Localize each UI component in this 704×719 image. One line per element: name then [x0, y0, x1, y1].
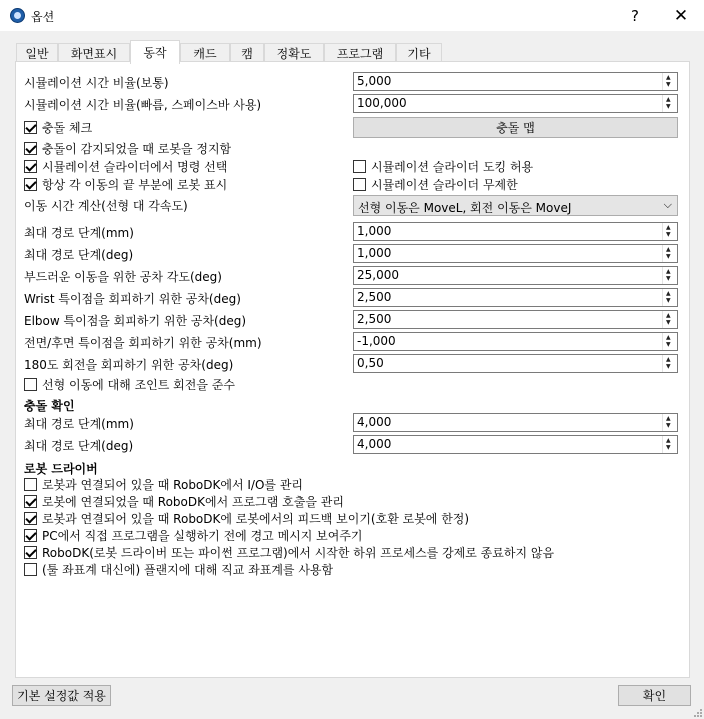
tab-general[interactable]: 일반: [16, 43, 58, 63]
ok-button[interactable]: 확인: [618, 685, 691, 706]
chevron-down-icon: ⌵: [663, 198, 672, 211]
driver-option-program-call-checkbox[interactable]: [24, 493, 344, 510]
move-time-calc-value: 선형 이동은 MoveL, 회전 이동은 MoveJ: [358, 201, 572, 215]
apply-defaults-button[interactable]: 기본 설정값 적용: [12, 685, 111, 706]
checkbox-unchecked-icon[interactable]: [24, 478, 37, 491]
select-in-slider-checkbox[interactable]: [24, 158, 227, 175]
spin-down-icon[interactable]: ▼: [666, 297, 671, 304]
front-back-tolerance-value[interactable]: -1,000: [357, 334, 396, 348]
sim-ratio-fast-value[interactable]: 100,000: [357, 96, 407, 110]
spin-down-icon[interactable]: ▼: [666, 444, 671, 451]
spin-down-icon[interactable]: ▼: [666, 103, 671, 110]
spin-down-icon[interactable]: ▼: [666, 319, 671, 326]
rotation-180-tolerance-value[interactable]: 0,50: [357, 356, 384, 370]
stop-on-collision-label: 충돌이 감지되었을 때 로봇을 정지함: [42, 142, 232, 156]
allow-slider-docking-label: 시뮬레이션 슬라이더 도킹 허용: [371, 160, 534, 174]
checkbox-checked-icon[interactable]: [24, 121, 37, 134]
respect-joint-rotation-label: 선형 이동에 대해 조인트 회전을 준수: [42, 378, 235, 392]
move-time-calc-label: 이동 시간 계산(선형 대 각속도): [24, 199, 188, 213]
move-time-calc-dropdown[interactable]: [353, 195, 678, 216]
driver-option-subprocess-checkbox[interactable]: [24, 544, 554, 561]
driver-option-feedback-checkbox[interactable]: [24, 510, 469, 527]
resize-grip-icon[interactable]: [692, 707, 702, 717]
checkbox-checked-icon[interactable]: [24, 178, 37, 191]
allow-slider-docking-checkbox[interactable]: [353, 158, 533, 175]
unlimited-slider-checkbox[interactable]: [353, 176, 518, 193]
checkbox-checked-icon[interactable]: [24, 160, 37, 173]
checkbox-checked-icon[interactable]: [24, 512, 37, 525]
collision-max-step-deg-label: 최대 경로 단계(deg): [24, 439, 134, 453]
rotation-180-tolerance-label: 180도 회전을 회피하기 위한 공차(deg): [24, 358, 234, 372]
elbow-tolerance-spinbox[interactable]: [353, 310, 678, 329]
spin-up-icon[interactable]: ▲: [666, 224, 671, 231]
spin-up-icon[interactable]: ▲: [666, 334, 671, 341]
max-path-step-mm-spinbox[interactable]: [353, 222, 678, 241]
help-button[interactable]: ?: [631, 6, 639, 25]
collision-max-step-mm-spinbox[interactable]: [353, 413, 678, 432]
checkbox-unchecked-icon[interactable]: [24, 378, 37, 391]
spin-up-icon[interactable]: ▲: [666, 290, 671, 297]
wrist-tolerance-spinbox[interactable]: [353, 288, 678, 307]
respect-joint-rotation-checkbox[interactable]: [24, 376, 235, 393]
tab-cad[interactable]: 캐드: [180, 43, 230, 63]
spin-down-icon[interactable]: ▼: [666, 422, 671, 429]
checkbox-unchecked-icon[interactable]: [24, 563, 37, 576]
checkbox-unchecked-icon[interactable]: [353, 178, 366, 191]
driver-option-label: 로봇에 연결되었을 때 RoboDK에서 프로그램 호출을 관리: [42, 495, 344, 509]
collision-map-button[interactable]: 충돌 맵: [353, 117, 678, 138]
spin-up-icon[interactable]: ▲: [666, 415, 671, 422]
wrist-tolerance-value[interactable]: 2,500: [357, 290, 392, 304]
spin-down-icon[interactable]: ▼: [666, 231, 671, 238]
driver-option-warning-checkbox[interactable]: [24, 527, 363, 544]
front-back-tolerance-label: 전면/후면 특이점을 회피하기 위한 공차(mm): [24, 336, 262, 350]
collision-section-title: 충돌 확인: [24, 399, 75, 413]
collision-max-step-deg-value[interactable]: 4,000: [357, 437, 392, 451]
collision-check-checkbox[interactable]: [24, 119, 92, 136]
driver-option-label: RoboDK(로봇 드라이버 또는 파이썬 프로그램)에서 시작한 하위 프로세스를 강제로 종료하지 않음: [42, 546, 555, 560]
driver-option-flange-checkbox[interactable]: [24, 561, 333, 578]
spin-up-icon[interactable]: ▲: [666, 74, 671, 81]
wrist-tolerance-label: Wrist 특이점을 회피하기 위한 공차(deg): [24, 292, 241, 306]
tab-other[interactable]: 기타: [396, 43, 442, 63]
spin-down-icon[interactable]: ▼: [666, 363, 671, 370]
smooth-tolerance-label: 부드러운 이동을 위한 공차 각도(deg): [24, 270, 222, 284]
spin-up-icon[interactable]: ▲: [666, 437, 671, 444]
spin-down-icon[interactable]: ▼: [666, 275, 671, 282]
spin-up-icon[interactable]: ▲: [666, 268, 671, 275]
collision-check-label: 충돌 체크: [42, 121, 93, 135]
sim-ratio-normal-value[interactable]: 5,000: [357, 74, 392, 88]
tab-cam[interactable]: 캠: [230, 43, 264, 63]
spin-down-icon[interactable]: ▼: [666, 81, 671, 88]
max-path-step-deg-label: 최대 경로 단계(deg): [24, 248, 134, 262]
driver-option-label: 로봇과 연결되어 있을 때 RoboDK에서 I/O를 관리: [42, 478, 304, 492]
title-bar: [0, 0, 704, 31]
sim-ratio-normal-label: 시뮬레이션 시간 비율(보통): [24, 76, 169, 90]
max-path-step-deg-spinbox[interactable]: [353, 244, 678, 263]
sim-ratio-fast-spinbox[interactable]: [353, 94, 678, 113]
tab-motion[interactable]: 동작: [130, 40, 180, 64]
robot-driver-section-title: 로봇 드라이버: [24, 462, 98, 476]
tab-program[interactable]: 프로그램: [324, 43, 396, 63]
checkbox-checked-icon[interactable]: [24, 546, 37, 559]
driver-option-label: PC에서 직접 프로그램을 실행하기 전에 경고 메시지 보여주기: [42, 529, 363, 543]
spin-up-icon[interactable]: ▲: [666, 96, 671, 103]
max-path-step-mm-value[interactable]: 1,000: [357, 224, 392, 238]
spin-down-icon[interactable]: ▼: [666, 253, 671, 260]
tab-display[interactable]: 화면표시: [58, 43, 130, 63]
close-button[interactable]: ✕: [673, 5, 689, 26]
window-title: 옵션: [31, 10, 55, 24]
spin-down-icon[interactable]: ▼: [666, 341, 671, 348]
rotation-180-tolerance-spinbox[interactable]: [353, 354, 678, 373]
collision-max-step-mm-value[interactable]: 4,000: [357, 415, 392, 429]
tab-accuracy[interactable]: 정확도: [264, 43, 324, 63]
collision-max-step-mm-label: 최대 경로 단계(mm): [24, 417, 134, 431]
elbow-tolerance-label: Elbow 특이점을 회피하기 위한 공차(deg): [24, 314, 247, 328]
smooth-tolerance-value[interactable]: 25,000: [357, 268, 399, 282]
front-back-tolerance-spinbox[interactable]: [353, 332, 678, 351]
smooth-tolerance-spinbox[interactable]: [353, 266, 678, 285]
driver-option-io-checkbox[interactable]: [24, 476, 303, 493]
max-path-step-mm-label: 최대 경로 단계(mm): [24, 226, 134, 240]
sim-ratio-normal-spinbox[interactable]: [353, 72, 678, 91]
select-in-slider-label: 시뮬레이션 슬라이더에서 명령 선택: [42, 160, 228, 174]
sim-ratio-fast-label: 시뮬레이션 시간 비율(빠름, 스페이스바 사용): [24, 98, 262, 112]
spin-up-icon[interactable]: ▲: [666, 246, 671, 253]
robodk-app-icon: [10, 8, 25, 23]
show-robot-end-checkbox[interactable]: [24, 176, 227, 193]
driver-option-label: 로봇과 연결되어 있을 때 RoboDK에 로봇에서의 피드백 보이기(호환 로봇에 한정): [42, 512, 470, 526]
checkbox-unchecked-icon[interactable]: [353, 160, 366, 173]
checkbox-checked-icon[interactable]: [24, 142, 37, 155]
checkbox-checked-icon[interactable]: [24, 529, 37, 542]
elbow-tolerance-value[interactable]: 2,500: [357, 312, 392, 326]
checkbox-checked-icon[interactable]: [24, 495, 37, 508]
stop-on-collision-checkbox[interactable]: [24, 140, 231, 157]
unlimited-slider-label: 시뮬레이션 슬라이더 무제한: [371, 178, 518, 192]
driver-option-label: (툴 좌표계 대신에) 플랜지에 대해 직교 좌표계를 사용함: [42, 563, 334, 577]
collision-max-step-deg-spinbox[interactable]: [353, 435, 678, 454]
spin-up-icon[interactable]: ▲: [666, 356, 671, 363]
show-robot-end-label: 항상 각 이동의 끝 부분에 로봇 표시: [42, 178, 228, 192]
spin-up-icon[interactable]: ▲: [666, 312, 671, 319]
max-path-step-deg-value[interactable]: 1,000: [357, 246, 392, 260]
